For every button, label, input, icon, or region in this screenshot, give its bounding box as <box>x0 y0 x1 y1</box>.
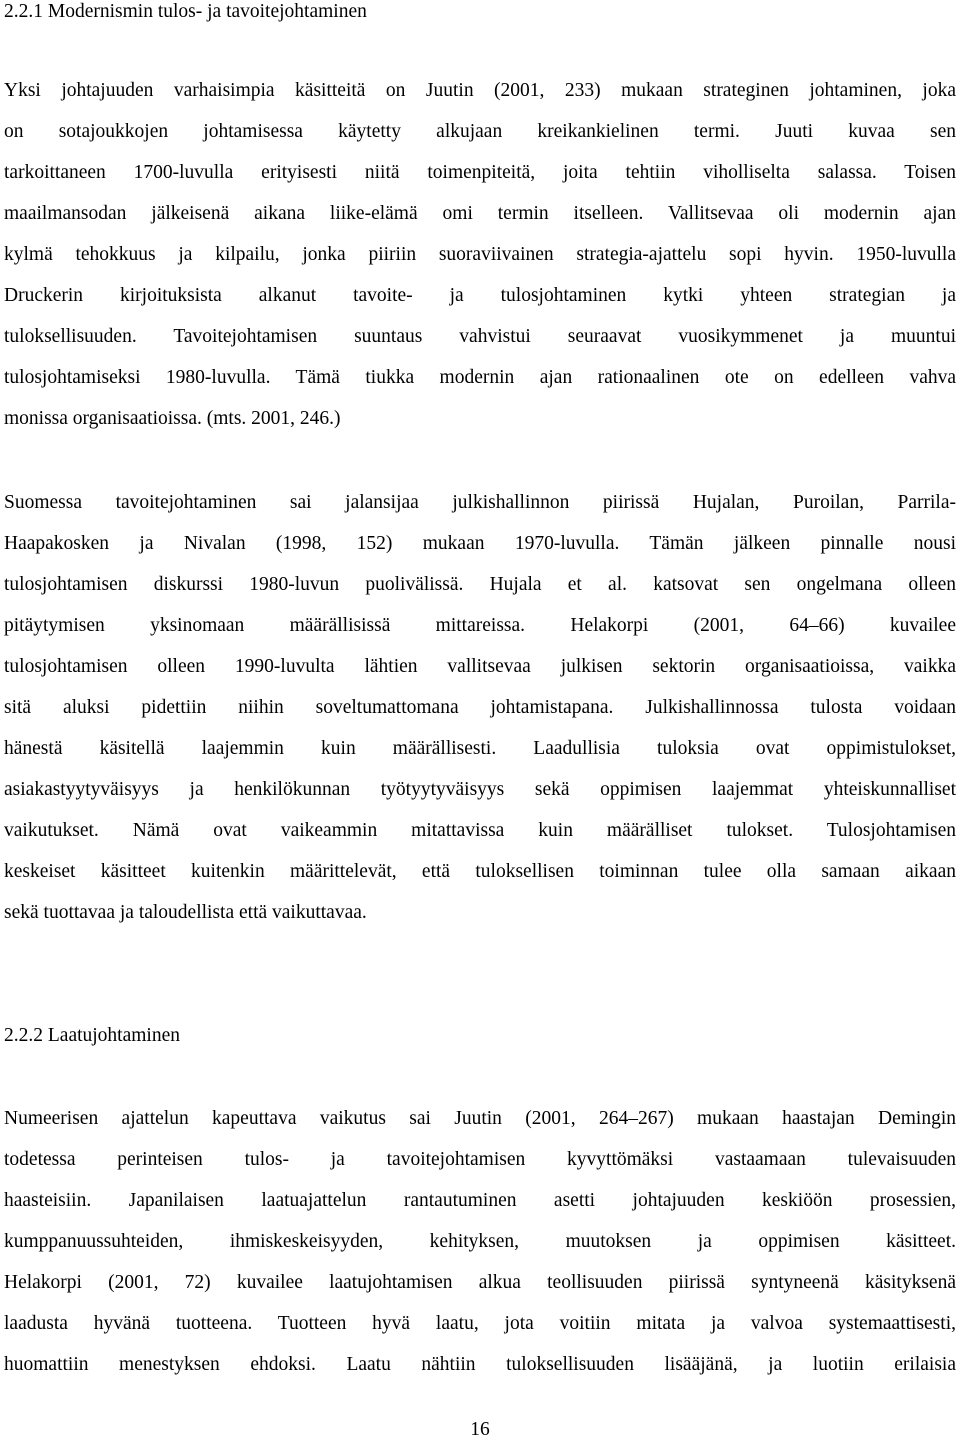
page-number: 16 <box>470 1419 490 1440</box>
text-line: Helakorpi (2001, 72) kuvailee laatujohtamisen alkua teollisuuden piirissä syntyneenä käsityksenä <box>4 1272 956 1293</box>
text-line: keskeiset käsitteet kuitenkin määrittelevät, että tuloksellisen toiminnan tulee olla samaan aikaan <box>4 861 956 882</box>
text-line: Suomessa tavoitejohtaminen sai jalansijaa julkishallinnon piirissä Hujalan, Puroilan, Parrila- <box>4 492 956 513</box>
text-line: maailmansodan jälkeisenä aikana liike-elämä omi termin itselleen. Vallitsevaa oli modernin ajan <box>4 203 956 224</box>
text-line: monissa organisaatioissa. (mts. 2001, 246.) <box>4 408 341 429</box>
text-line: vaikutukset. Nämä ovat vaikeammin mitattavissa kuin määrälliset tulokset. Tulosjohtamisen <box>4 820 956 841</box>
text-line: asiakastyytyväisyys ja henkilökunnan työtyytyväisyys sekä oppimisen laajemmat yhteiskunnalliset <box>4 779 956 800</box>
text-line: Haapakosken ja Nivalan (1998, 152) mukaan 1970-luvulla. Tämän jälkeen pinnalle nousi <box>4 533 956 554</box>
text-line: tulosjohtamisen olleen 1990-luvulta lähtien vallitsevaa julkisen sektorin organisaatioissa, vaikka <box>4 656 956 677</box>
text-line: hänestä käsitellä laajemmin kuin määrällisesti. Laadullisia tuloksia ovat oppimistulokset, <box>4 738 956 759</box>
text-line: kylmä tehokkuus ja kilpailu, jonka piiriin suoraviivainen strategia-ajattelu sopi hyvin. 1950-luvulla <box>4 244 956 265</box>
text-line: haasteisiin. Japanilaisen laatuajattelun rantautuminen asetti johtajuuden keskiöön prosessien, <box>4 1190 956 1211</box>
text-line: tulosjohtamisen diskurssi 1980-luvun puolivälissä. Hujala et al. katsovat sen ongelmana olleen <box>4 574 956 595</box>
text-line: laadusta hyvänä tuotteena. Tuotteen hyvä laatu, jota voitiin mitata ja valvoa systemaattisesti, <box>4 1313 956 1334</box>
text-line: kumppanuussuhteiden, ihmiskeskeisyyden, kehityksen, muutoksen ja oppimisen käsitteet. <box>4 1231 956 1252</box>
text-line: tuloksellisuuden. Tavoitejohtamisen suuntaus vahvistui seuraavat vuosikymmenet ja muuntui <box>4 326 956 347</box>
text-line: tarkoittaneen 1700-luvulla erityisesti niitä toimenpiteitä, joita tehtiin viholliselta salassa. Toisen <box>4 162 956 183</box>
section-heading-modernism: 2.2.1 Modernismin tulos- ja tavoitejohtaminen <box>4 1 367 22</box>
text-line: huomattiin menestyksen ehdoksi. Laatu nähtiin tuloksellisuuden lisääjänä, ja luotiin erilaisia <box>4 1354 956 1375</box>
text-line: sitä aluksi pidettiin niihin soveltumattomana johtamistapana. Julkishallinnossa tulosta voidaan <box>4 697 956 718</box>
section-heading-quality: 2.2.2 Laatujohtaminen <box>4 1025 180 1046</box>
text-line: Druckerin kirjoituksista alkanut tavoite- ja tulosjohtaminen kytki yhteen strategian ja <box>4 285 956 306</box>
text-line: Numeerisen ajattelun kapeuttava vaikutus sai Juutin (2001, 264–267) mukaan haastajan Demingin <box>4 1108 956 1129</box>
text-line: Yksi johtajuuden varhaisimpia käsitteitä on Juutin (2001, 233) mukaan strateginen johtaminen, joka <box>4 80 956 101</box>
text-line: on sotajoukkojen johtamisessa käytetty alkujaan kreikankielinen termi. Juuti kuvaa sen <box>4 121 956 142</box>
text-line: sekä tuottavaa ja taloudellista että vaikuttavaa. <box>4 902 367 923</box>
text-line: pitäytymisen yksinomaan määrällisissä mittareissa. Helakorpi (2001, 64–66) kuvailee <box>4 615 956 636</box>
text-line: todetessa perinteisen tulos- ja tavoitejohtamisen kyvyttömäksi vastaamaan tulevaisuuden <box>4 1149 956 1170</box>
text-line: tulosjohtamiseksi 1980-luvulla. Tämä tiukka modernin ajan rationaalinen ote on edelleen vahva <box>4 367 956 388</box>
